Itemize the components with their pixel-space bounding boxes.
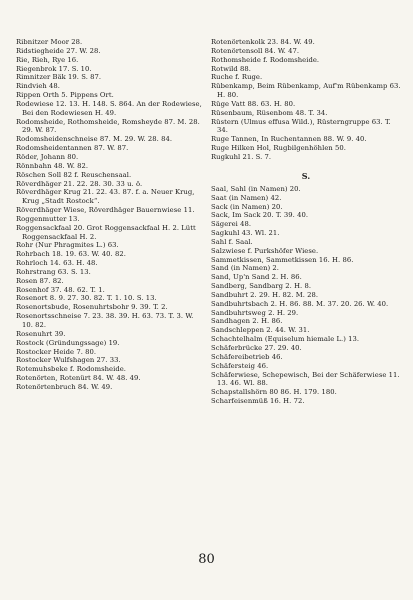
index-entry: Rönnbahn 48. W. 82. [16,161,89,170]
index-entry: Rodomsheidenschneise 87. M. 29. W. 28. 84. [16,135,173,144]
index-entry: Röder, Johann 80. [16,152,79,161]
section-gap [211,162,401,167]
index-entry: Rugkuhl 21. S. 7. [211,152,272,161]
index-entry: Rimnitzer Bäk 19. S. 87. [16,73,102,82]
index-entry: Röverdhäger Krug 21. 22. 43. 87. f. a. Neuer Krug, Krug „Stadt Rostock“. [16,188,195,206]
index-entry: Sandschleppen 2. 44. W. 31. [211,326,310,335]
index-entry: Ruge Tannen, In Ruchentannen 88. W. 9. 40. [211,135,367,144]
index-entry: Ruge Hilken Hol, Rugbilgenhöhlen 50. [211,144,346,153]
index-entry: Scharfeisenmüß 16. H. 72. [211,397,305,406]
index-entry: Ridstiegheide 27. W. 28. [16,46,101,55]
index-entry: Sahl f. Saal. [211,237,253,246]
index-entry: Rübenkamp, Beim Rübenkamp, Auf'm Rübenkamp 63. H. 80. [211,82,401,100]
index-entry: Röverdhäger Wiese, Röverdhäger Bauernwiese 11. [16,206,195,215]
index-entry: Sammetkissen, Sammetkissen 16. H. 86. [211,255,354,264]
index-entry: Schapstallshörn 80 86. H. 179. 180. [211,388,337,397]
index-entry: Schäfersteig 46. [211,361,269,370]
index-entry: Rodomsheidentannen 87. W. 87. [16,144,129,153]
index-entry: Rothomsheide f. Rodomsheide. [211,55,320,64]
index-entry: Rosenuhrt 39. [16,329,66,338]
index-entry: Rosenortsbude, Rosenuhrtsbohr 9. 39. T. 2. [16,303,168,312]
index-entry: Sack (in Namen) 20. [211,202,283,211]
index-entry: Rie, Rieh, Rye 16. [16,55,79,64]
index-column-left [16,38,202,392]
index-entry: Rostocker Heide 7. 80. [16,347,97,356]
index-entry: Ruche f. Ruge. [211,73,263,82]
index-entry: Sandberg, Sandbarg 2. H. 8. [211,282,312,291]
index-entry: Rohrloch 14. 63. H. 48. [16,259,98,268]
index-entry: Rohrstrang 63. S. 13. [16,267,91,276]
index-entry: Rotenörtenbruch 84. W. 49. [16,382,113,391]
index-entry: Rüsenbaum, Rüsenbom 48. T. 34. [211,108,328,117]
index-entry: Rohrbach 18. 19. 63. W. 40. 82. [16,250,126,259]
index-entry: Schäferwiese, Schepewisch, Bei der Schäferwiese 11. 13. 46. Wl. 88. [211,370,400,388]
index-entry: Roggenmutter 13. [16,214,80,223]
index-entry: Sack, Im Sack 20. T. 39. 40. [211,211,309,220]
index-entry: Sandbuhrt 2. 29. H. 82. M. 28. [211,290,319,299]
index-entry: Sagkuhl 43. Wl. 21. [211,229,280,238]
index-entry: Rodomsheide, Rothomsheide, Romsheyde 87. M. 28. 29. W. 87. [16,117,200,135]
index-entry: Rosenhof 37. 48. 62. T. 1. [16,285,105,294]
index-entry: Rüstern (Ulmus effusa Wild.), Rüsterngruppe 63. T. 34. [211,117,391,135]
index-entry: Rostock (Gründungssage) 19. [16,338,120,347]
page-number: 80 [198,552,215,567]
index-entry: Rostocker Wulfshagen 27. 33. [16,356,121,365]
index-entry: Röverdhäger 21. 22. 28. 30. 33 u. ö. [16,179,143,188]
index-entry: Schäferbrücke 27. 29. 40. [211,344,302,352]
index-entry: Sägerei 48. [211,220,252,229]
index-entry: Rindvieh 48. [16,82,61,91]
index-entry: Rosenort 8. 9. 27. 30. 82. T. 1. 10. S. 13. [16,294,157,303]
index-entry: Schachtelhalm (Equiselum hiemale L.) 13. [211,335,360,344]
index-entry: Sandbuhrtsweg 2. H. 29. [211,308,299,317]
index-entry: Rotenörtensoll 84. W. 47. [211,46,300,55]
index-entry: Sandbuhrtsbach 2. H. 86. 88. M. 37. 20. 26. W. 40. [211,299,389,308]
index-entry: Rotemuhsbeke f. Rodomsheide. [16,365,127,374]
index-entry: Riegenbrok 17. S. 10. [16,64,92,73]
index-entry: Rodewiese 12. 13. H. 148. S. 864. An der Rodewiese, Bei den Rodewiesen H. 49. [16,99,202,117]
index-column-right [211,38,401,406]
index-entry: Rohr (Nur Phragmites L.) 63. [16,241,119,250]
index-entry: Roggensackfaal 20. Grot Roggensackfaal H. 2. Lütt Roggensackfaal H. 2. [16,223,196,241]
index-entry: Rotenörten, Rotenürt 84. W. 48. 49. [16,374,141,383]
index-entry: Rippen Orth 5. Pippens Ort. [16,91,114,100]
index-entry: Sand, Up'n Sand 2. H. 86. [211,273,302,282]
index-entry: Röschen Soll 82 f. Reuschensaal. [16,170,132,179]
index-entry: Saat (in Namen) 42. [211,193,282,202]
index-entry: Schäfereibetrieb 46. [211,352,283,361]
index-entry: Rotenörtenkolk 23. 84. W. 49. [211,38,315,46]
index-entry: Rüge Vatt 88. 63. H. 80. [211,99,296,108]
index-entry: Sandhagen 2. H. 86. [211,317,283,326]
index-entry: Sand (in Namen) 2. [211,264,280,273]
index-entry: Rosen 87. 82. [16,276,64,285]
index-entry: Rosenortsschneise 7. 23. 38. 39. H. 63. 73. T. 3. W. 10. 82. [16,312,194,329]
index-entry: Saal, Sahl (in Namen) 20. [211,184,301,193]
index-entry: Salzwiese f. Purkshöfer Wiese. [211,246,319,255]
section-heading: S. [301,170,311,181]
index-entry: Rotwild 88. [211,64,251,73]
index-entry: Ribnitzer Moor 28. [16,38,83,46]
